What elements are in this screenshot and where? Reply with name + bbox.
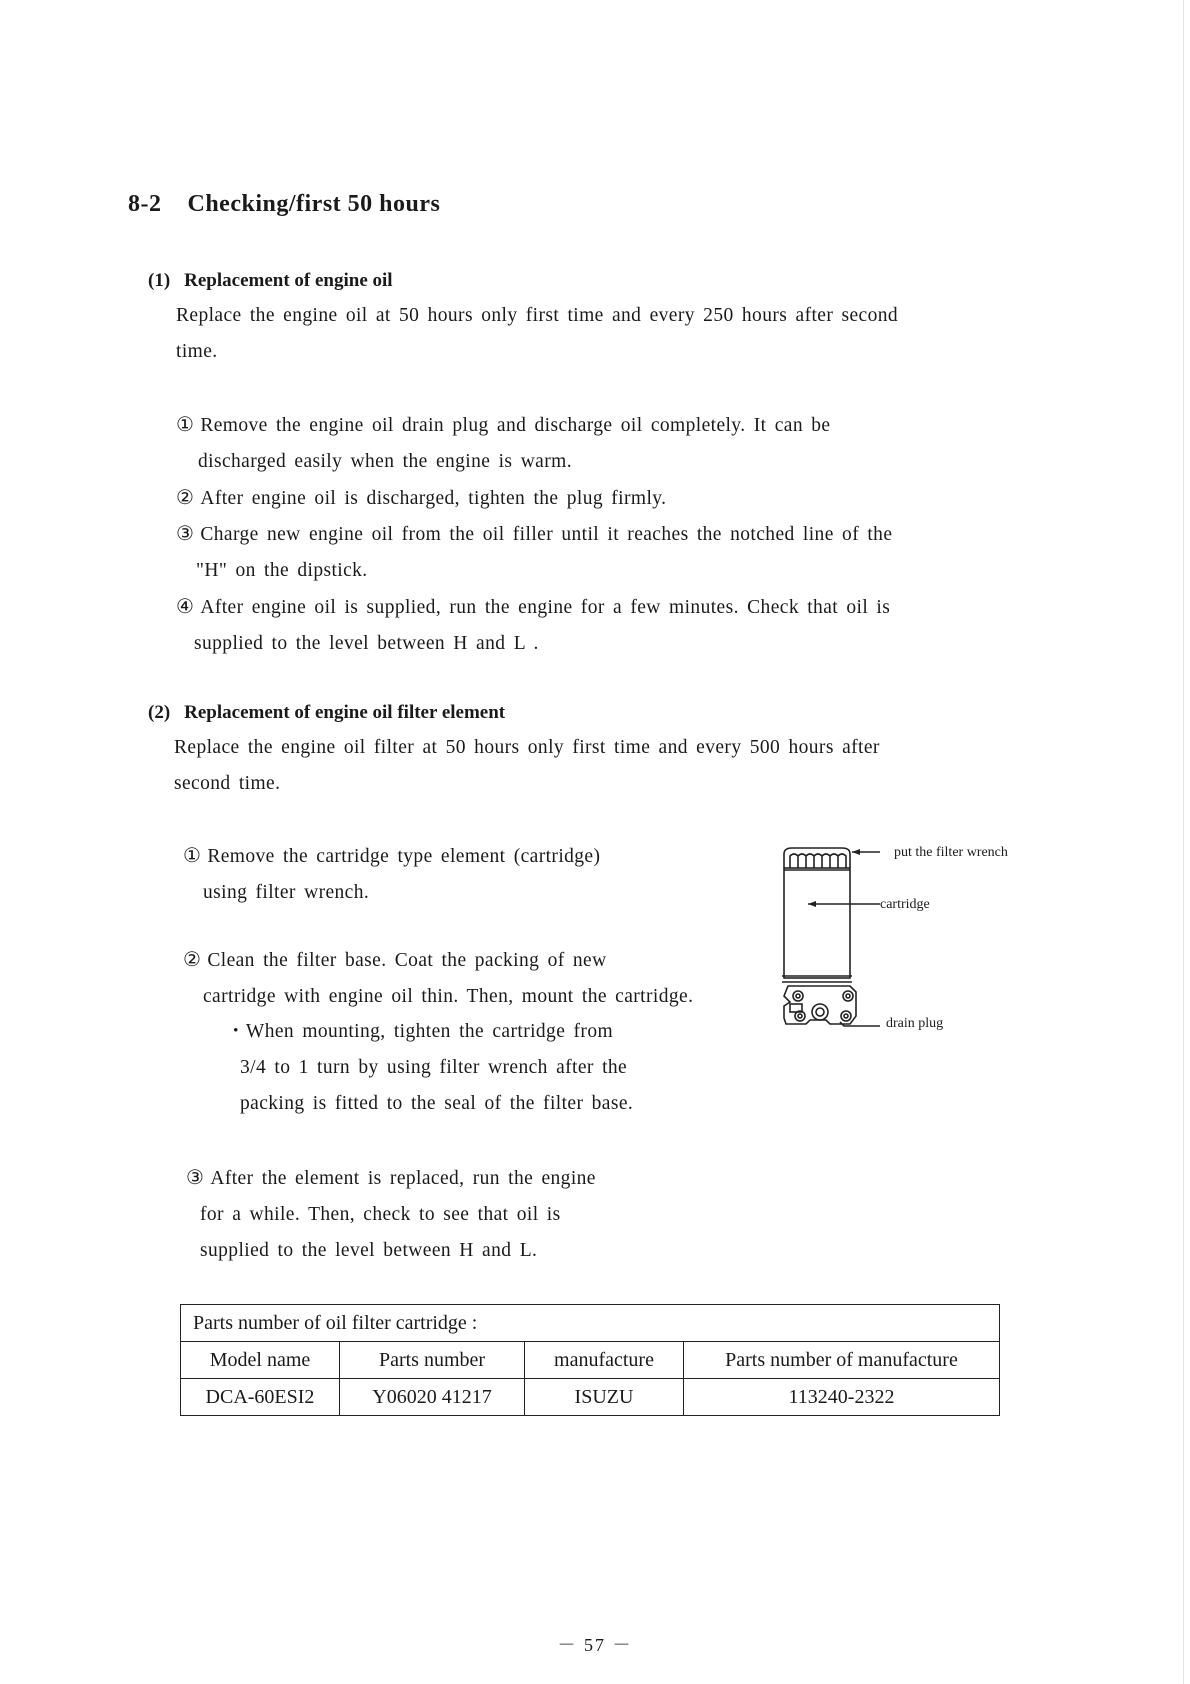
table-row — [181, 1379, 1000, 1416]
page-number: － 57 － — [557, 1635, 633, 1655]
section-title-text: Checking/first 50 hours — [187, 191, 441, 217]
oil-filter-figure — [770, 838, 880, 1038]
table-cell: DCA-60ESI2 — [181, 1379, 340, 1416]
filter-note-line: ・When mounting, tighten the cartridge from — [226, 1021, 614, 1042]
table-header-cell: Parts number — [340, 1342, 525, 1379]
oil-heading-number: (1) — [148, 270, 171, 291]
filter-step-3-line: supplied to the level between H and L. — [200, 1240, 538, 1261]
filter-step-2-line: Clean the filter base. Coat the packing of new — [207, 950, 607, 971]
step-number-mark: ③ — [176, 523, 195, 545]
step-number-mark: ④ — [176, 596, 195, 618]
oil-step-2-line: After engine oil is discharged, tighten the plug firmly. — [200, 488, 667, 509]
table-header-cell: Model name — [181, 1342, 340, 1379]
step-number-mark: ② — [176, 487, 195, 509]
step-number-mark: ① — [183, 845, 202, 867]
oil-heading — [148, 270, 393, 292]
oil-heading-text: Replacement of engine oil — [184, 270, 393, 291]
oil-step-4-line: supplied to the level between H and L . — [194, 633, 539, 654]
step-number-mark: ② — [183, 949, 202, 971]
table-cell: ISUZU — [525, 1379, 684, 1416]
filter-step-2 — [183, 942, 693, 1015]
section-title — [128, 191, 440, 218]
filter-note-line: 3/4 to 1 turn by using filter wrench after the — [240, 1057, 628, 1078]
filter-cap — [784, 848, 850, 868]
oil-intro-line: Replace the engine oil at 50 hours only first time and every 250 hours after second — [176, 305, 899, 326]
filter-note — [226, 1014, 633, 1122]
table-cell: Y06020 41217 — [340, 1379, 525, 1416]
oil-step-4-line: After engine oil is supplied, run the engine for a few minutes. Check that oil is — [200, 597, 891, 618]
oil-step-1-line: Remove the engine oil drain plug and discharge oil completely. It can be — [200, 415, 831, 436]
filter-step-1 — [183, 838, 600, 911]
cartridge-body — [784, 868, 850, 978]
filter-step-3 — [186, 1160, 596, 1269]
filter-note-line: packing is fitted to the seal of the filter base. — [240, 1093, 634, 1114]
table-cell: 113240-2322 — [684, 1379, 1000, 1416]
filter-heading — [148, 702, 505, 724]
oil-step-2 — [176, 480, 666, 517]
filter-heading-number: (2) — [148, 702, 171, 723]
label-put-filter-wrench: put the filter wrench — [894, 845, 1008, 860]
table-header-cell: Parts number of manufacture — [684, 1342, 1000, 1379]
oil-intro-line: time. — [176, 341, 218, 362]
filter-intro-line: second time. — [174, 773, 281, 794]
filter-step-3-line: After the element is replaced, run the engine — [210, 1168, 596, 1189]
label-drain-plug: drain plug — [886, 1016, 944, 1031]
filter-intro — [174, 730, 880, 802]
filter-step-1-line: using filter wrench. — [203, 882, 370, 903]
page-edge-line — [1183, 0, 1184, 1684]
step-number-mark: ③ — [186, 1167, 205, 1189]
table-header-row — [181, 1342, 1000, 1379]
filter-step-2-line: cartridge with engine oil thin. Then, mount the cartridge. — [203, 986, 694, 1007]
section-number: 8-2 — [128, 191, 162, 217]
parts-table — [180, 1304, 1000, 1416]
oil-step-3-line: Charge new engine oil from the oil filler until it reaches the notched line of the — [200, 524, 893, 545]
table-caption-row — [181, 1305, 1000, 1342]
table-header-cell: manufacture — [525, 1342, 684, 1379]
oil-step-3 — [176, 516, 892, 589]
filter-intro-line: Replace the engine oil filter at 50 hours only first time and every 500 hours after — [174, 737, 880, 758]
oil-step-3-line: "H" on the dipstick. — [196, 560, 368, 581]
label-cartridge: cartridge — [880, 897, 930, 912]
filter-heading-text: Replacement of engine oil filter element — [184, 702, 506, 723]
filter-step-3-line: for a while. Then, check to see that oil is — [200, 1204, 561, 1225]
table-caption: Parts number of oil filter cartridge : — [181, 1305, 1000, 1342]
oil-step-1-line: discharged easily when the engine is warm. — [198, 451, 572, 472]
oil-intro — [176, 298, 898, 370]
step-number-mark: ① — [176, 414, 195, 436]
filter-step-1-line: Remove the cartridge type element (cartridge) — [207, 846, 601, 867]
oil-step-4 — [176, 589, 890, 662]
oil-step-1 — [176, 407, 830, 480]
